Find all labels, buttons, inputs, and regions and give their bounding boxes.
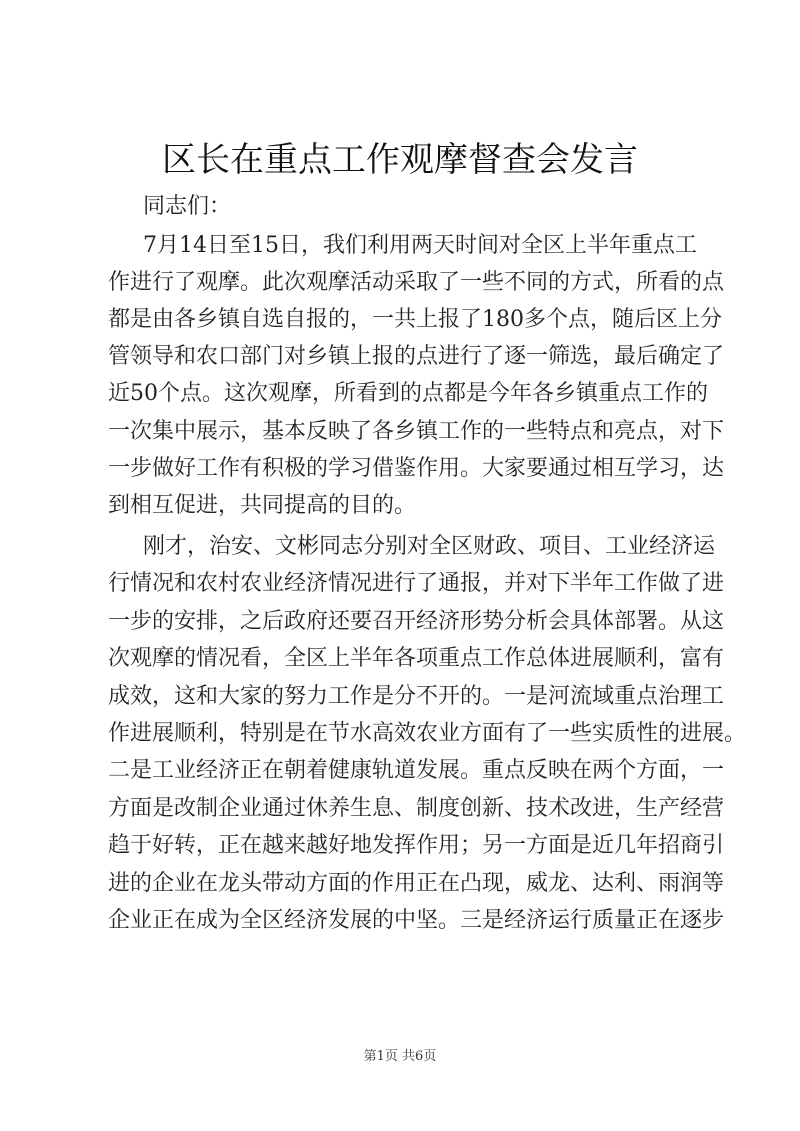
salutation: 同志们： (143, 194, 232, 219)
paragraph-line: 成效，这和大家的努力工作是分不开的。一是河流域重点治理工 (108, 684, 725, 709)
paragraph-line: 管领导和农口部门对乡镇上报的点进行了逐一筛选，最后确定了 (108, 344, 725, 369)
paragraph-line: 二是工业经济正在朝着健康轨道发展。重点反映在两个方面，一 (108, 758, 725, 783)
paragraph-line: 作进展顺利，特别是在节水高效农业方面有了一些实质性的进展。 (108, 721, 747, 746)
paragraph-line: 一步做好工作有积极的学习借鉴作用。大家要通过相互学习，达 (108, 456, 725, 481)
page-footer: 第1页 共6页 (363, 1049, 437, 1064)
paragraph-line: 次观摩的情况看，全区上半年各项重点工作总体进展顺利，富有 (108, 646, 725, 671)
paragraph-line: 7月14日至15日，我们利用两天时间对全区上半年重点工 (143, 233, 697, 258)
paragraph-line: 刚才，治安、文彬同志分别对全区财政、项目、工业经济运 (143, 534, 716, 559)
paragraph-line: 都是由各乡镇自选自报的，一共上报了180多个点，随后区上分 (108, 307, 722, 332)
paragraph-line: 一步的安排，之后政府还要召开经济形势分析会具体部署。从这 (108, 609, 725, 634)
document-title: 区长在重点工作观摩督查会发言 (162, 140, 638, 180)
paragraph-line: 一次集中展示，基本反映了各乡镇工作的一些特点和亮点，对下 (108, 419, 725, 444)
paragraph-line: 行情况和农村农业经济情况进行了通报，并对下半年工作做了进 (108, 571, 725, 596)
paragraph-line: 趋于好转，正在越来越好地发挥作用；另一方面是近几年招商引 (108, 833, 725, 858)
paragraph-line: 近50个点。这次观摩，所看到的点都是今年各乡镇重点工作的 (108, 381, 708, 406)
paragraph-line: 企业正在成为全区经济发展的中坚。三是经济运行质量正在逐步 (108, 908, 725, 933)
paragraph-line: 进的企业在龙头带动方面的作用正在凸现，威龙、达利、雨润等 (108, 871, 725, 896)
paragraph-line: 方面是改制企业通过休养生息、制度创新、技术改进，生产经营 (108, 796, 725, 821)
paragraph-line: 作进行了观摩。此次观摩活动采取了一些不同的方式，所看的点 (108, 270, 725, 295)
paragraph-line: 到相互促进，共同提高的目的。 (108, 493, 417, 518)
